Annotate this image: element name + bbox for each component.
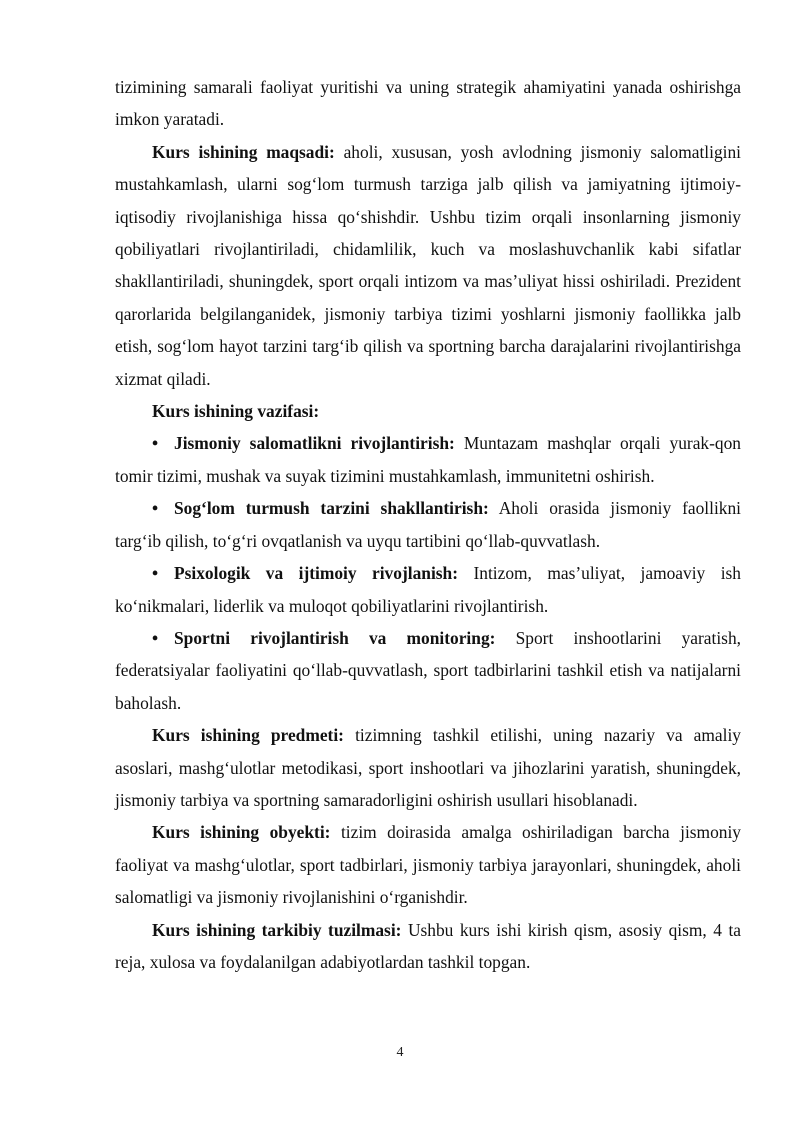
paragraph-tasks-heading <box>115 395 741 427</box>
list-item <box>115 492 741 557</box>
list-item-text: Aholi orasida jismoniy faollikni targ‘ib qilish, to‘g‘ri ovqatlanish va uyqu tartibini qo‘llab-quvvatlash. <box>115 498 741 551</box>
bullet-icon: • <box>152 563 159 584</box>
list-item-label: Psixologik va ijtimoiy rivojlanish: <box>174 563 459 584</box>
paragraph-text: tizimining samarali faoliyat yuritishi va uning strategik ahamiyatini yanada oshirishga imkon yaratadi. <box>115 77 741 130</box>
paragraph-object <box>115 816 741 913</box>
paragraph-continuation <box>115 71 741 136</box>
bullet-icon: • <box>152 498 159 519</box>
subject-text: tizimning tashkil etilishi, uning nazariy va amaliy asoslari, mashg‘ulotlar metodikasi, sport inshootlari va jihozlarini yaratish, shuningdek, jismoniy tarbiya va sportning samaradorligini oshirish usullari hisoblanadi. <box>115 725 741 810</box>
document-page <box>115 71 741 978</box>
list-item <box>115 557 741 622</box>
list-item <box>115 622 741 719</box>
bullet-icon: • <box>152 433 159 454</box>
list-item-label: Jismoniy salomatlikni rivojlantirish: <box>174 433 455 454</box>
structure-text: Ushbu kurs ishi kirish qism, asosiy qism, 4 ta reja, xulosa va foydalanilgan adabiyotlardan tashkil topgan. <box>115 919 741 972</box>
object-text: tizim doirasida amalga oshiriladigan barcha jismoniy faoliyat va mashg‘ulotlar, sport tadbirlari, jismoniy tarbiya jarayonlari, shuningdek, aholi salomatligi va jismoniy rivojlanishini o‘rganishdir. <box>115 822 741 908</box>
subject-label: Kurs ishining predmeti: <box>152 725 344 746</box>
page-number: 4 <box>396 1045 404 1060</box>
goal-label: Kurs ishining maqsadi: <box>152 141 335 162</box>
paragraph-goal <box>115 136 741 395</box>
list-item-text: Muntazam mashqlar orqali yurak-qon tomir tizimi, mushak va suyak tizimini mustahkamlash, immunitetni oshirish. <box>115 433 741 486</box>
paragraph-subject <box>115 719 741 816</box>
list-item-label: Sportni rivojlantirish va monitoring: <box>174 627 496 648</box>
tasks-label: Kurs ishining vazifasi: <box>152 401 320 422</box>
paragraph-structure <box>115 914 741 979</box>
list-item-label: Sog‘lom turmush tarzini shakllantirish: <box>174 498 489 519</box>
list-item-text: Sport inshootlarini yaratish, federatsiyalar faoliyatini qo‘llab-quvvatlash, sport tadbirlarini tashkil etish va natijalarni baholash. <box>115 627 741 713</box>
object-label: Kurs ishining obyekti: <box>152 822 331 843</box>
list-item <box>115 427 741 492</box>
goal-text: aholi, xususan, yosh avlodning jismoniy salomatligini mustahkamlash, ularni sog‘lom turmush tarziga jalb qilish va jamiyatning ijtimoiy-iqtisodiy rivojlanishiga hissa qo‘shishdir. Ushbu tizim orqali insonlarning jismoniy qobiliyatlari rivojlantiriladi, chidamlilik, kuch va moslashuvchanlik kabi sifatlar shakllantiriladi, shuningdek, sport orqali intizom va mas’uliyat hissi oshiriladi. Prezident qarorlarida belgilanganidek, jismoniy tarbiya tizimi yoshlarni jismoniy faollikka jalb etish, sog‘lom hayot tarzini targ‘ib qilish va sportning barcha darajalarini rivojlantirishga xizmat qiladi. <box>115 141 742 389</box>
structure-label: Kurs ishining tarkibiy tuzilmasi: <box>152 919 402 940</box>
bullet-icon: • <box>152 627 159 648</box>
list-item-text: Intizom, mas’uliyat, jamoaviy ish ko‘nikmalari, liderlik va muloqot qobiliyatlarini rivojlantirish. <box>115 563 741 616</box>
